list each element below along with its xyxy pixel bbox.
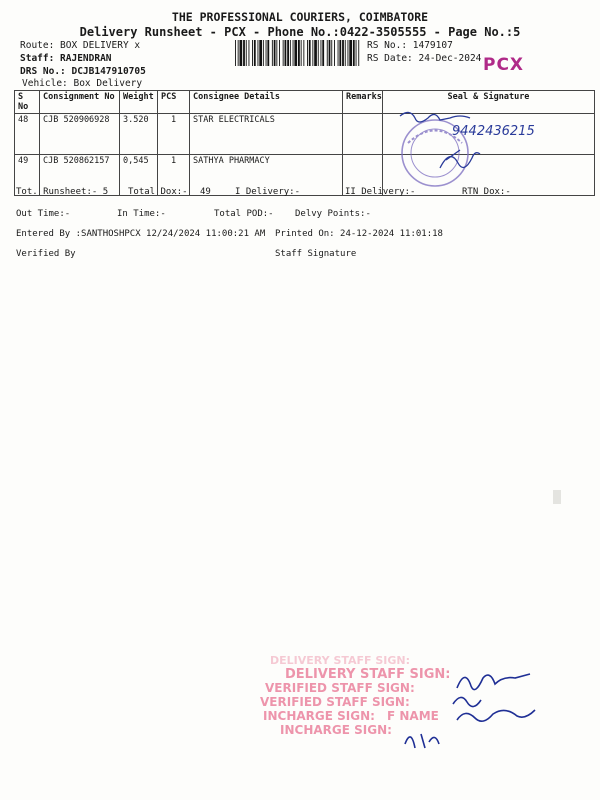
stamp-incharge-sign: INCHARGE SIGN: xyxy=(263,709,375,723)
barcode-bar xyxy=(321,40,322,66)
staff-signature-label: Staff Signature xyxy=(275,249,357,259)
barcode-bar xyxy=(279,40,280,66)
barcode-bar xyxy=(339,40,341,66)
runsheet-title: Delivery Runsheet - PCX - Phone No.:0422-3505555 - Page No.:5 xyxy=(79,25,521,39)
table-row xyxy=(15,114,595,155)
stamp-verified-sign: VERIFIED STAFF SIGN: xyxy=(265,681,415,695)
barcode-bar xyxy=(290,40,291,66)
barcode-bar xyxy=(263,40,264,66)
cell-pcs: 1 xyxy=(158,114,190,155)
entered-by: Entered By :SANTHOSHPCX 12/24/2024 11:00:21 AM xyxy=(16,229,266,239)
tot-runsheet: Tot. Runsheet:- 5 xyxy=(16,187,109,197)
barcode-bar xyxy=(349,40,352,66)
header-remarks: Remarks xyxy=(343,91,383,114)
barcode xyxy=(235,40,360,66)
barcode-bar xyxy=(272,40,273,66)
printed-on: Printed On: 24-12-2024 11:01:18 xyxy=(275,229,443,239)
total-pod: Total POD:- xyxy=(214,209,274,219)
header-pcs: PCS xyxy=(158,91,190,114)
barcode-bar xyxy=(246,40,247,66)
barcode-bar xyxy=(314,40,317,66)
cell-consignment: CJB 520906928 xyxy=(40,114,120,155)
barcode-bar xyxy=(298,40,300,66)
stamp-line-ghost: DELIVERY STAFF SIGN: xyxy=(270,654,411,667)
delvy-points: Delvy Points:- xyxy=(295,209,371,219)
barcode-bar xyxy=(243,40,245,66)
barcode-bar xyxy=(240,40,243,66)
barcode-bar xyxy=(342,40,344,66)
header-consignment: Consignment No xyxy=(40,91,120,114)
drs-field: DRS No.: DCJB147910705 xyxy=(20,66,146,77)
barcode-bar xyxy=(303,40,304,66)
verified-by: Verified By xyxy=(16,249,76,259)
barcode-bar xyxy=(294,40,297,66)
barcode-bar xyxy=(331,40,332,66)
barcode-bar xyxy=(301,40,302,66)
barcode-bar xyxy=(356,40,357,66)
cell-sno: 49 xyxy=(15,155,40,196)
barcode-bar xyxy=(358,40,359,66)
route-field: Route: BOX DELIVERY x xyxy=(20,40,141,51)
header-weight: Weight xyxy=(120,91,158,114)
barcode-bar xyxy=(267,40,269,66)
cell-weight: 3.520 xyxy=(120,114,158,155)
cell-consignee: SATHYA PHARMACY xyxy=(190,155,343,196)
cell-weight: 0,545 xyxy=(120,155,158,196)
barcode-bar xyxy=(334,40,335,66)
barcode-bar xyxy=(348,40,349,66)
stamp-verified-sign-2: VERIFIED STAFF SIGN: xyxy=(260,695,410,709)
table-header-row xyxy=(15,91,595,114)
rtn-dox: RTN Dox:- xyxy=(462,187,511,197)
barcode-bar xyxy=(327,40,328,66)
cell-pcs: 1 xyxy=(158,155,190,196)
barcode-bar xyxy=(249,40,250,66)
i-delivery: I Delivery:- xyxy=(235,187,301,197)
cell-seal xyxy=(383,114,595,155)
barcode-bar xyxy=(238,40,239,66)
barcode-bar xyxy=(258,40,259,66)
barcode-bar xyxy=(307,40,308,66)
barcode-bar xyxy=(322,40,324,66)
barcode-bar xyxy=(312,40,313,66)
cell-consignee: STAR ELECTRICALS xyxy=(190,114,343,155)
stamp-delivery-sign: DELIVERY STAFF SIGN: xyxy=(285,667,451,682)
total-dox-label: Total Dox:- xyxy=(128,187,188,197)
cell-remarks xyxy=(343,114,383,155)
barcode-bar xyxy=(293,40,294,66)
runsheet-table xyxy=(14,90,595,196)
staff-field: Staff: RAJENDRAN xyxy=(20,53,112,64)
barcode-bar xyxy=(283,40,284,66)
cell-consignment: CJB 520862157 xyxy=(40,155,120,196)
out-time: Out Time:- xyxy=(16,209,71,219)
barcode-bar xyxy=(266,40,267,66)
brand-logo: PCX xyxy=(483,55,525,75)
barcode-bar xyxy=(274,40,276,66)
in-time: In Time:- xyxy=(117,209,166,219)
paper-crease-mark xyxy=(553,490,561,504)
cell-sno: 48 xyxy=(15,114,40,155)
vehicle-field: Vehicle: Box Delivery xyxy=(22,78,143,89)
barcode-bar xyxy=(309,40,311,66)
total-dox-value: 49 xyxy=(200,187,211,197)
stamp-incharge-sign-2: INCHARGE SIGN: xyxy=(280,723,392,737)
barcode-bar xyxy=(287,40,289,66)
rs-number: RS No.: 1479107 xyxy=(367,40,453,51)
handwritten-phone: 9442436215 xyxy=(452,124,535,139)
barcode-bar xyxy=(353,40,355,66)
barcode-bar xyxy=(338,40,339,66)
barcode-bar xyxy=(259,40,262,66)
company-title: THE PROFESSIONAL COURIERS, COIMBATORE xyxy=(171,10,429,24)
rs-date: RS Date: 24-Dec-2024 xyxy=(367,53,482,64)
barcode-bar xyxy=(254,40,256,66)
ii-delivery: II Delivery:- xyxy=(345,187,416,197)
rubber-stamp xyxy=(225,648,595,768)
barcode-bar xyxy=(285,40,287,66)
barcode-bar xyxy=(235,40,236,66)
barcode-bar xyxy=(329,40,331,66)
barcode-bar xyxy=(318,40,319,66)
header-seal: Seal & Signature xyxy=(383,91,595,114)
barcode-bar xyxy=(345,40,346,66)
stamp-name-label: F NAME xyxy=(387,709,439,723)
barcode-bar xyxy=(276,40,277,66)
header-consignee: Consignee Details xyxy=(190,91,343,114)
header-sno: S No xyxy=(15,91,40,114)
barcode-bar xyxy=(252,40,253,66)
